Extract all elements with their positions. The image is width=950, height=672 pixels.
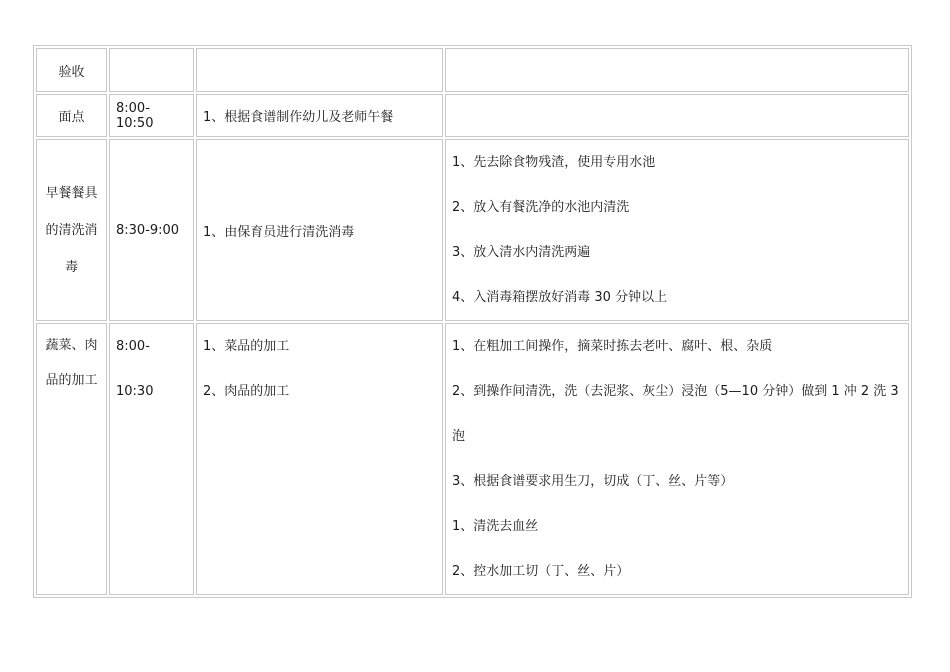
- time-label: 8:00-10:50: [116, 100, 154, 131]
- method-line: 3、放入清水内清洗两遍: [452, 245, 591, 260]
- time-label: 8:30-9:00: [116, 222, 180, 238]
- content-cell: [196, 94, 443, 137]
- method-line: 4、入消毒箱摆放好消毒 30 分钟以上: [452, 290, 668, 305]
- method-line: 泡: [452, 429, 466, 444]
- content-cell: [196, 323, 443, 595]
- table-row: [36, 94, 909, 137]
- content-line: 1、根据食谱制作幼儿及老师午餐: [203, 110, 394, 125]
- time-label: 8:00-10:30: [116, 339, 154, 399]
- time-cell: [109, 94, 194, 137]
- task-cell: [36, 323, 107, 595]
- method-cell: [445, 139, 909, 321]
- task-label-line: 蔬菜、肉: [45, 338, 98, 353]
- time-cell: [109, 139, 194, 321]
- content-line: 1、菜品的加工: [203, 339, 290, 354]
- table-row: [36, 48, 909, 92]
- task-label-line: 品的加工: [45, 373, 98, 388]
- time-cell: [109, 323, 194, 595]
- time-cell: [109, 48, 194, 92]
- method-line: 2、到操作间清洗，洗（去泥浆、灰尘）浸泡（5—10 分钟）做到 1 冲 2 洗 3: [452, 384, 899, 399]
- content-cell: [196, 48, 443, 92]
- method-line: 2、放入有餐洗净的水池内清洗: [452, 200, 630, 215]
- task-cell: [36, 139, 107, 321]
- task-label: 验收: [58, 64, 85, 80]
- method-line: 3、根据食谱要求用生刀，切成（丁、丝、片等）: [452, 474, 734, 489]
- task-cell: [36, 48, 107, 92]
- task-label-line: 的清洗消: [45, 222, 98, 238]
- method-line: 1、清洗去血丝: [452, 519, 539, 534]
- task-cell: [36, 94, 107, 137]
- method-cell: [445, 48, 909, 92]
- task-label-line: 早餐餐具: [45, 185, 98, 201]
- method-line: 2、控水加工切（丁、丝、片）: [452, 564, 630, 579]
- method-line: 1、先去除食物残渣，使用专用水池: [452, 155, 656, 170]
- task-label-line: 毒: [64, 259, 78, 275]
- method-cell: [445, 323, 909, 595]
- table-row: [36, 323, 909, 595]
- content-cell: [196, 139, 443, 321]
- method-cell: [445, 94, 909, 137]
- method-line: 1、在粗加工间操作，摘菜时拣去老叶、腐叶、根、杂质: [452, 339, 773, 354]
- task-label: 面点: [58, 110, 85, 125]
- content-line: 1、由保育员进行清洗消毒: [203, 224, 355, 240]
- table-row: [36, 139, 909, 321]
- kitchen-schedule-table: [33, 45, 912, 598]
- content-line: 2、肉品的加工: [203, 384, 290, 399]
